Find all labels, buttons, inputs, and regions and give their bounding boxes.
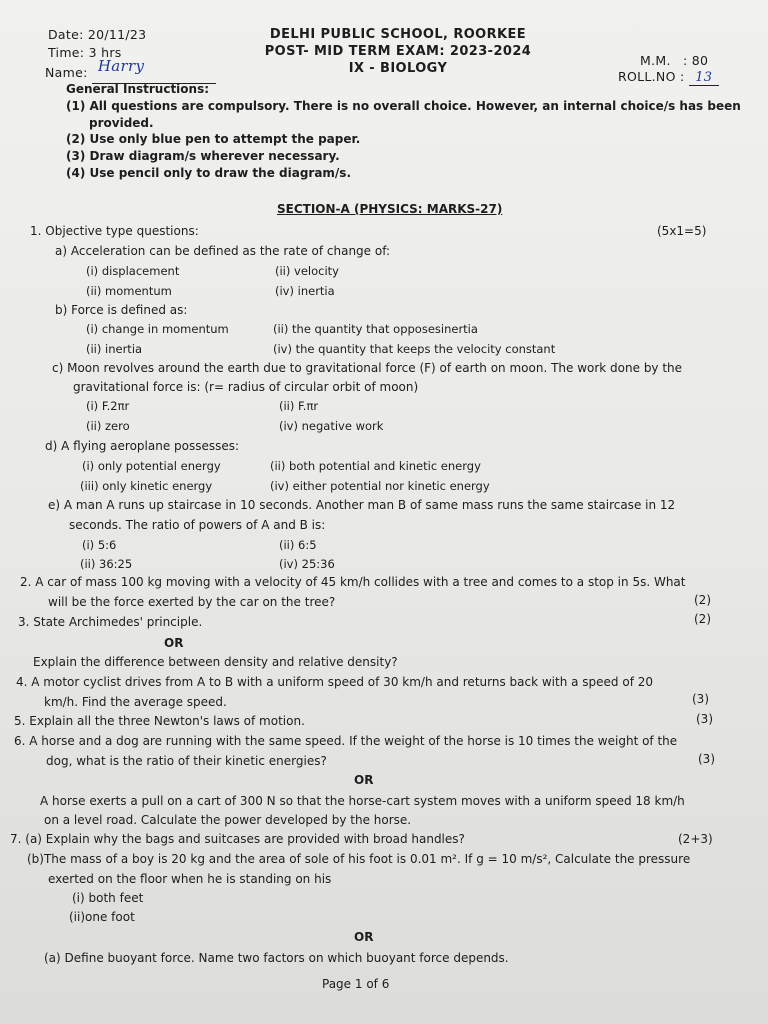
q1a-option-2: (ii) velocity [275,264,339,278]
q1a-option-4: (iv) inertia [275,284,335,298]
instruction-4: (4) Use pencil only to draw the diagram/s. [66,166,352,180]
q7-alternative: (a) Define buoyant force. Name two factors on which buoyant force depends. [44,951,509,965]
instruction-1-cont: provided. [89,116,154,130]
q2-text-cont: will be the force exerted by the car on the tree? [48,595,336,609]
q3-alternative: Explain the difference between density and relative density? [33,655,398,669]
q1a-stem: a) Acceleration can be defined as the rate of change of: [55,244,391,258]
time-value: 3 hrs [88,45,122,60]
q1c-option-4: (iv) negative work [279,419,384,433]
roll-no-value: 13 [689,70,719,86]
q1c-option-1: (i) F.2πr [86,399,130,413]
q1b-option-1: (i) change in momentum [86,322,229,336]
max-marks [640,53,708,68]
q1a-option-1: (i) displacement [86,264,180,278]
q6-or: OR [354,773,374,787]
q6-alternative-cont: on a level road. Calculate the power developed by the horse. [44,813,412,827]
instruction-3: (3) Draw diagram/s wherever necessary. [66,149,340,163]
q3-text: 3. State Archimedes' principle. [18,615,203,629]
instruction-2: (2) Use only blue pen to attempt the paper. [66,132,361,146]
q6-text-cont: dog, what is the ratio of their kinetic energies? [46,754,327,768]
page-number: Page 1 of 6 [322,977,390,991]
q7-marks: (2+3) [678,832,713,846]
q4-marks: (3) [692,692,709,706]
time-label: Time: [48,45,85,60]
q1d-stem: d) A flying aeroplane possesses: [45,439,240,453]
q1e-option-3: (ii) 36:25 [80,557,133,571]
q2-text: 2. A car of mass 100 kg moving with a velocity of 45 km/h collides with a tree and comes to a stop in 5s. What [20,575,686,589]
q6-marks: (3) [698,752,715,766]
name-value: Harry [97,57,145,75]
q1a-option-3: (ii) momentum [86,284,172,298]
q7-or: OR [354,930,374,944]
q3-or: OR [164,636,184,650]
q1c-option-2: (ii) F.πr [279,399,319,413]
school-name: DELHI PUBLIC SCHOOL, ROORKEE [269,27,527,42]
q1b-stem: b) Force is defined as: [55,303,188,317]
q1e-stem-cont: seconds. The ratio of powers of A and B is: [69,518,326,532]
q1d-option-3: (iii) only kinetic energy [80,479,213,493]
max-marks-label: M.M. [640,53,671,68]
section-title: SECTION-A (PHYSICS: MARKS-27) [277,202,503,216]
q4-text: 4. A motor cyclist drives from A to B with a uniform speed of 30 km/h and returns back with a speed of 20 [16,675,654,689]
q5-marks: (3) [696,712,713,726]
date-label: Date: [48,27,84,42]
q7b-option-2: (ii)one foot [69,910,135,924]
q1c-stem-cont: gravitational force is: (r= radius of circular orbit of moon) [73,380,419,394]
q4-text-cont: km/h. Find the average speed. [44,695,227,709]
instructions-title: General Instructions: [66,82,210,96]
q1b-option-2: (ii) the quantity that opposesinertia [273,322,478,336]
q7b-option-1: (i) both feet [72,891,144,905]
date-value: 20/11/23 [87,27,147,42]
date-line [48,27,146,42]
subject-title: IX - BIOLOGY [348,61,448,76]
q2-marks: (2) [694,593,711,607]
q1e-stem: e) A man A runs up staircase in 10 seconds. Another man B of same mass runs the same staircase in 12 [48,498,676,512]
name-line [45,57,216,82]
q1e-option-1: (i) 5:6 [82,538,117,552]
exam-title: POST- MID TERM EXAM: 2023-2024 [264,44,532,59]
q1-text: 1. Objective type questions: [30,224,199,238]
q1c-stem: c) Moon revolves around the earth due to gravitational force (F) of earth on moon. The work done by the [52,361,683,375]
q1b-option-3: (ii) inertia [86,342,143,356]
roll-no-label: ROLL.NO : [618,69,685,84]
q5-text: 5. Explain all the three Newton's laws of motion. [14,714,305,728]
name-label: Name: [45,65,88,80]
roll-no [618,69,719,86]
q7b-text: (b)The mass of a boy is 20 kg and the area of sole of his foot is 0.01 m². If g = 10 m/s², Calculate the pressure [27,852,691,866]
q1d-option-1: (i) only potential energy [82,459,221,473]
q6-text: 6. A horse and a dog are running with the same speed. If the weight of the horse is 10 times the weight of the [14,734,678,748]
q1b-option-4: (iv) the quantity that keeps the velocity constant [273,342,556,356]
q6-alternative: A horse exerts a pull on a cart of 300 N so that the horse-cart system moves with a uniform speed 18 km/h [40,794,685,808]
instruction-1: (1) All questions are compulsory. There is no overall choice. However, an internal choice/s has been [66,99,741,113]
max-marks-value: : 80 [683,53,709,68]
q1e-option-2: (ii) 6:5 [279,538,317,552]
q1c-option-3: (ii) zero [86,419,130,433]
q1-marks: (5x1=5) [657,224,707,238]
q1d-option-2: (ii) both potential and kinetic energy [270,459,481,473]
q7b-text-cont: exerted on the floor when he is standing on his [48,872,332,886]
q1e-option-4: (iv) 25:36 [279,557,335,571]
q3-marks: (2) [694,612,711,626]
q7a-text: 7. (a) Explain why the bags and suitcases are provided with broad handles? [10,832,465,846]
q1d-option-4: (iv) either potential nor kinetic energy [270,479,490,493]
